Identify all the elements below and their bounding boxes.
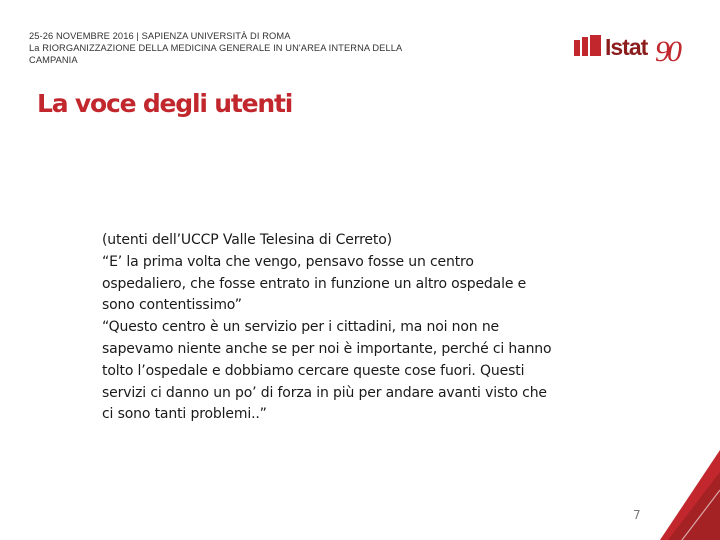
quote-text	[102, 230, 587, 426]
quote-line: (utenti dell’UCCP Valle Telesina di Cerreto)	[102, 232, 392, 248]
quote-line: ci sono tanti problemi..”	[102, 406, 267, 423]
quote-line: ospedaliero, che fosse entrato in funzione un altro ospedale e	[102, 275, 527, 292]
istat-logo-bars-icon	[574, 35, 601, 56]
quote-line: tolto l’ospedale e dobbiamo cercare queste cose fuori. Questi	[102, 362, 525, 379]
header-line-1: 25-26 NOVEMBRE 2016 | SAPIENZA UNIVERSITÀ DI ROMA	[29, 31, 291, 41]
corner-decoration	[660, 450, 720, 540]
header-text	[29, 30, 499, 66]
istat-logo	[572, 30, 694, 72]
quote-line: sapevamo niente anche se per noi è importante, perché ci hanno	[102, 340, 552, 357]
header-line-2: La RIORGANIZZAZIONE DELLA MEDICINA GENERALE IN UN'AREA INTERNA DELLA	[29, 43, 403, 53]
quote-line: servizi ci danno un po’ di forza in più per andare avanti visto che	[102, 384, 547, 401]
quote-line: sono contentissimo”	[102, 297, 242, 314]
quote-line: “E’ la prima volta che vengo, pensavo fosse un centro	[102, 253, 474, 270]
slide-title: La voce degli utenti	[37, 89, 293, 118]
quote-line: “Questo centro è un servizio per i cittadini, ma noi non ne	[102, 319, 500, 336]
header-line-3: CAMPANIA	[29, 55, 78, 65]
istat-logo-number: 90	[655, 35, 679, 68]
istat-logo-text: Istat	[605, 34, 648, 60]
page-number: 7	[633, 508, 641, 522]
